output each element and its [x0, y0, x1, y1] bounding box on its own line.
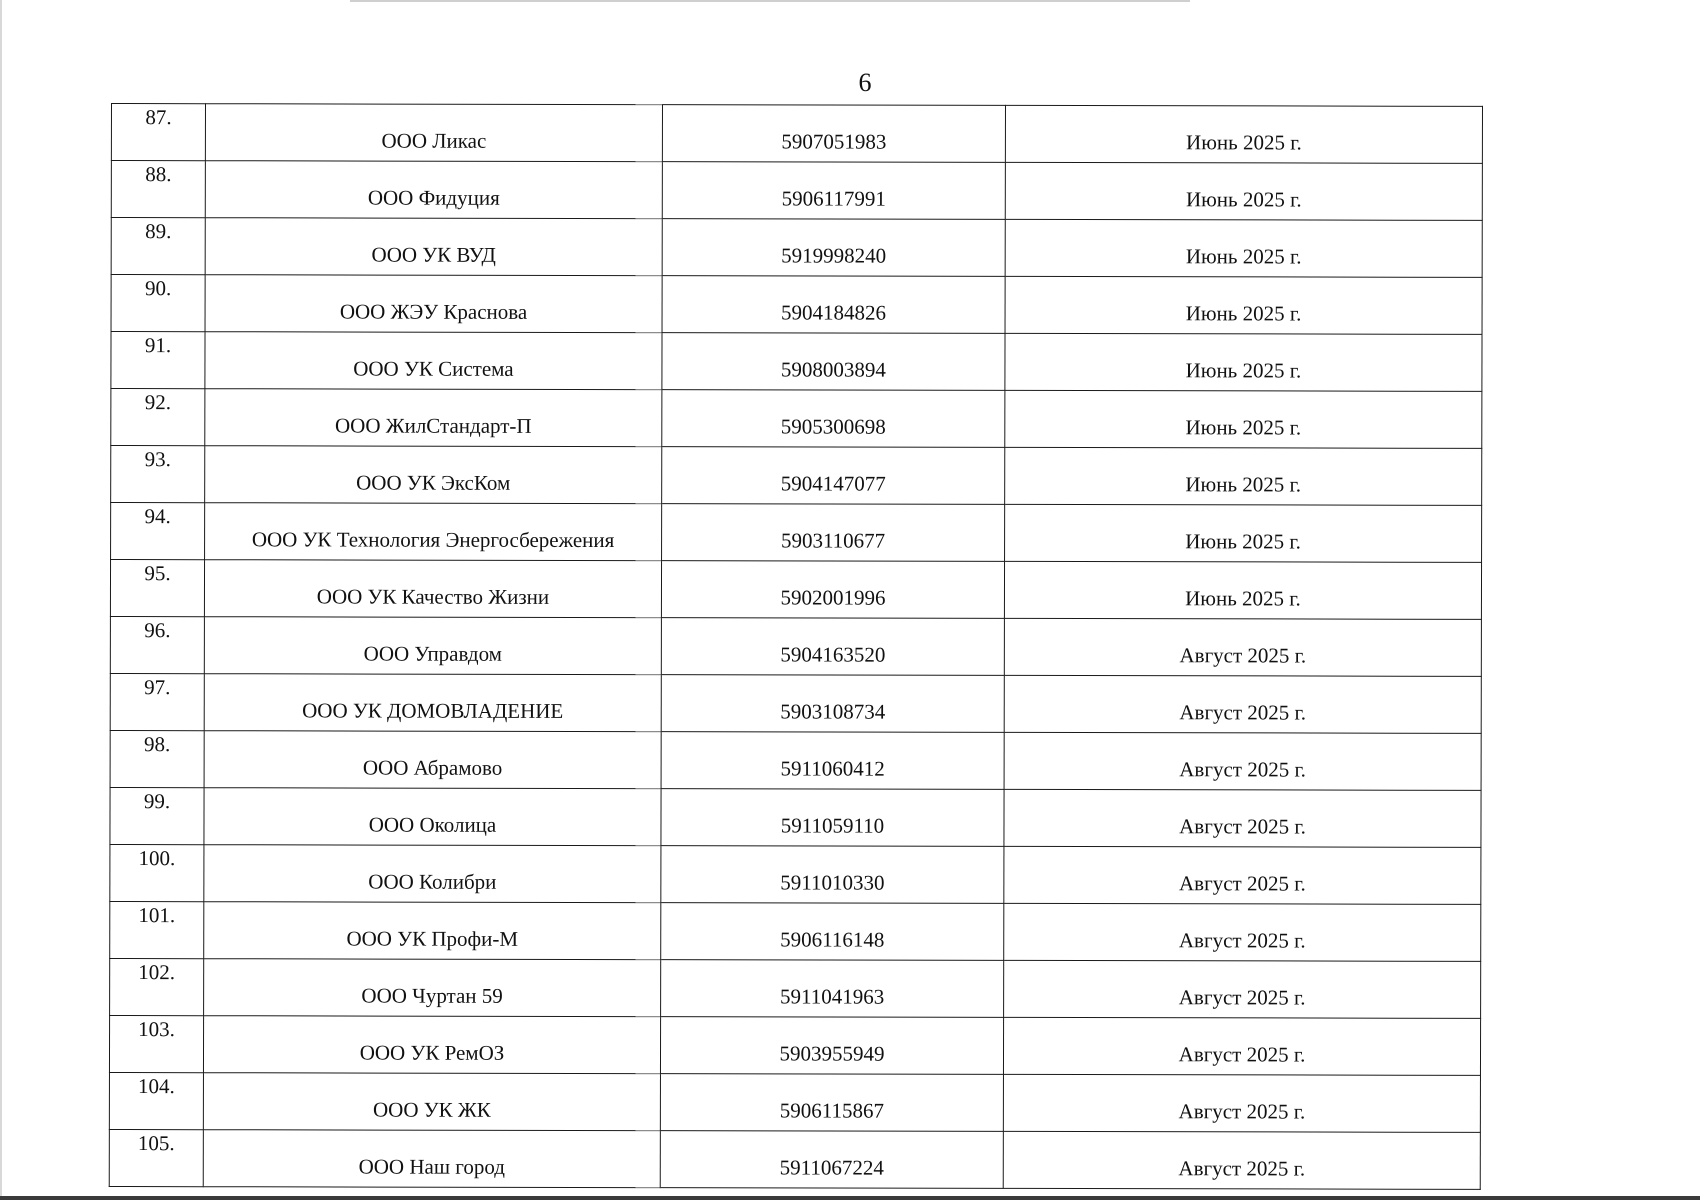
inspection-date-text: Июнь 2025 г.: [1185, 358, 1302, 383]
inn-cell: [660, 1017, 1003, 1075]
inn-text: 5911010330: [780, 870, 885, 895]
row-number-text: 87.: [145, 105, 172, 130]
inn-cell: [662, 390, 1005, 448]
row-number-cell: [109, 1015, 203, 1072]
table-row: [111, 161, 1482, 221]
organization-name-text: ООО Ликас: [381, 128, 487, 153]
table-row: [111, 389, 1482, 449]
organization-name-text: ООО Управдом: [363, 641, 503, 666]
table-row: [111, 446, 1482, 506]
inn-text: 5904184826: [781, 300, 887, 325]
inspection-date-text: Август 2025 г.: [1178, 1156, 1306, 1181]
row-number-cell: [110, 616, 204, 673]
inspection-date-cell: [1005, 276, 1482, 334]
table-row: [111, 104, 1482, 164]
organization-name-text: ООО УК Качество Жизни: [316, 584, 550, 609]
inn-text: 5906116148: [780, 927, 885, 952]
table-row: [110, 560, 1481, 620]
inspection-date-cell: [1005, 105, 1482, 163]
inn-text: 5911059110: [780, 813, 885, 838]
inspection-date-text: Июнь 2025 г.: [1185, 244, 1302, 269]
organization-name-text: ООО Фидуция: [367, 185, 500, 210]
inspection-date-text: Август 2025 г.: [1179, 757, 1306, 782]
inn-text: 5904147077: [780, 471, 886, 496]
organization-name-text: ООО УК РемОЗ: [359, 1040, 505, 1065]
inn-cell: [662, 105, 1005, 163]
row-number-cell: [111, 104, 205, 161]
organization-name-cell: [205, 446, 662, 504]
organization-name-text: ООО УК Технология Энергосбережения: [251, 527, 615, 553]
scan-edge-bottom: [0, 1196, 1700, 1200]
row-number-cell: [111, 275, 205, 332]
row-number-text: 97.: [144, 675, 171, 700]
row-number-cell: [110, 901, 204, 958]
row-number-text: 99.: [143, 789, 171, 814]
inn-cell: [661, 903, 1004, 961]
inn-cell: [661, 675, 1004, 733]
table-body: [109, 104, 1482, 1190]
organization-name-cell: [204, 902, 661, 960]
row-number-cell: [111, 161, 205, 218]
inn-text: 5906117991: [781, 186, 886, 211]
row-number-text: 100.: [138, 846, 176, 871]
organization-name-cell: [205, 275, 662, 333]
inn-text: 5905300698: [780, 414, 886, 439]
row-number-cell: [110, 730, 204, 787]
inn-cell: [661, 618, 1004, 676]
table-row: [111, 218, 1482, 278]
inspection-date-text: Август 2025 г.: [1178, 871, 1306, 896]
row-number-text: 95.: [144, 561, 171, 586]
inn-cell: [662, 504, 1005, 562]
organization-name-text: ООО УК ЖК: [373, 1097, 491, 1122]
inspection-date-cell: [1005, 162, 1482, 220]
row-number-cell: [111, 218, 205, 275]
table-row: [111, 275, 1482, 335]
table-row: [109, 1072, 1480, 1132]
organization-name-cell: [204, 617, 661, 675]
table-row: [111, 503, 1482, 563]
row-number-text: 104.: [138, 1074, 175, 1099]
inn-cell: [661, 846, 1004, 904]
inspection-date-cell: [1005, 333, 1482, 391]
table-row: [110, 730, 1481, 790]
organization-name-cell: [205, 104, 662, 162]
inspection-date-cell: [1005, 447, 1482, 505]
row-number-text: 92.: [144, 390, 172, 415]
inspection-date-text: Август 2025 г.: [1178, 985, 1306, 1010]
page-number: 6: [858, 68, 872, 97]
row-number-text: 94.: [144, 504, 171, 529]
row-number-cell: [111, 503, 205, 560]
inn-text: 5904163520: [780, 642, 886, 667]
organization-name-cell: [203, 1130, 660, 1188]
scan-edge-left: [0, 0, 2, 1200]
inspection-date-cell: [1004, 846, 1481, 904]
inspection-date-text: Июнь 2025 г.: [1185, 301, 1302, 326]
inn-cell: [661, 561, 1004, 619]
inn-cell: [660, 1074, 1003, 1132]
inspection-date-text: Август 2025 г.: [1179, 643, 1307, 668]
row-number-cell: [110, 787, 204, 844]
table-row: [110, 844, 1481, 904]
organization-name-text: ООО УК Система: [353, 356, 514, 381]
table-row: [110, 673, 1481, 733]
organization-name-text: ООО УК Профи-М: [346, 926, 519, 951]
row-number-text: 103.: [138, 1017, 175, 1042]
inn-text: 5903955949: [779, 1041, 885, 1066]
inspection-date-text: Июнь 2025 г.: [1185, 529, 1301, 554]
inspection-date-cell: [1003, 1017, 1480, 1075]
organization-name-cell: [204, 674, 661, 732]
inspection-date-cell: [1003, 1074, 1480, 1132]
organization-name-cell: [205, 389, 662, 447]
inn-cell: [662, 162, 1005, 220]
inn-cell: [662, 219, 1005, 277]
table-row: [111, 332, 1482, 392]
row-number-cell: [111, 389, 205, 446]
inspection-date-cell: [1004, 732, 1481, 790]
inn-text: 5919998240: [781, 243, 887, 268]
inspection-date-text: Июнь 2025 г.: [1185, 586, 1301, 611]
inspection-date-text: Август 2025 г.: [1179, 814, 1306, 839]
organization-name-cell: [204, 731, 661, 789]
inspection-date-text: Август 2025 г.: [1178, 928, 1306, 953]
table-row: [110, 958, 1481, 1018]
inspection-date-text: Июнь 2025 г.: [1185, 187, 1302, 212]
inspection-date-text: Август 2025 г.: [1179, 700, 1307, 725]
inspection-date-cell: [1005, 219, 1482, 277]
organization-name-cell: [203, 1016, 660, 1074]
organization-name-text: ООО Колибри: [368, 869, 497, 894]
organization-name-text: ООО Чуртан 59: [361, 983, 503, 1008]
inspection-date-cell: [1003, 1131, 1480, 1189]
inn-cell: [662, 333, 1005, 391]
inspection-date-text: Август 2025 г.: [1178, 1099, 1306, 1124]
inn-cell: [661, 732, 1004, 790]
inn-text: 5911067224: [779, 1155, 884, 1180]
inn-text: 5911041963: [779, 984, 885, 1009]
organizations-table: [109, 103, 1483, 1190]
row-number-cell: [109, 1072, 203, 1129]
table-row: [110, 616, 1481, 676]
inn-text: 5906115867: [779, 1098, 885, 1123]
scan-edge-top: [350, 0, 1190, 2]
inspection-date-cell: [1005, 504, 1482, 562]
row-number-text: 88.: [145, 162, 172, 187]
inn-text: 5911060412: [780, 756, 885, 781]
inn-cell: [662, 276, 1005, 334]
row-number-text: 90.: [144, 276, 172, 301]
table-row: [109, 1015, 1480, 1075]
row-number-text: 102.: [138, 960, 176, 985]
inspection-date-text: Август 2025 г.: [1178, 1042, 1306, 1067]
organization-name-cell: [204, 560, 661, 618]
row-number-text: 105.: [137, 1131, 175, 1156]
row-number-cell: [111, 332, 205, 389]
inn-cell: [661, 960, 1004, 1018]
inspection-date-text: Июнь 2025 г.: [1185, 472, 1302, 497]
inspection-date-cell: [1004, 903, 1481, 961]
inn-cell: [661, 789, 1004, 847]
inspection-date-cell: [1004, 561, 1481, 619]
inn-text: 5908003894: [780, 357, 886, 382]
organization-name-cell: [204, 788, 661, 846]
organization-name-text: ООО Наш город: [358, 1154, 505, 1179]
organization-name-cell: [205, 332, 662, 390]
organization-name-text: ООО УК ДОМОВЛАДЕНИЕ: [302, 698, 564, 723]
organization-name-cell: [205, 218, 662, 276]
inspection-date-cell: [1004, 675, 1481, 733]
row-number-text: 96.: [144, 618, 171, 643]
inn-cell: [662, 447, 1005, 505]
inn-text: 5903108734: [780, 699, 886, 724]
organization-name-cell: [205, 503, 662, 561]
inn-cell: [660, 1131, 1003, 1189]
inspection-date-cell: [1005, 390, 1482, 448]
organization-name-text: ООО УК ЭксКом: [356, 470, 511, 495]
organization-name-cell: [205, 161, 662, 219]
organization-name-cell: [204, 845, 661, 903]
organization-name-text: ООО ЖилСтандарт-П: [335, 413, 532, 438]
inspection-date-text: Июнь 2025 г.: [1185, 415, 1302, 440]
row-number-text: 101.: [138, 903, 176, 928]
inn-text: 5903110677: [780, 528, 886, 553]
table-row: [110, 787, 1481, 847]
inn-text: 5907051983: [781, 129, 887, 154]
row-number-cell: [109, 1129, 203, 1186]
inspection-date-text: Июнь 2025 г.: [1186, 130, 1302, 155]
row-number-cell: [110, 958, 204, 1015]
inspection-date-cell: [1004, 618, 1481, 676]
inspection-date-cell: [1004, 960, 1481, 1018]
organization-name-text: ООО Абрамово: [362, 755, 503, 780]
organization-name-cell: [204, 959, 661, 1017]
organization-name-cell: [203, 1073, 660, 1131]
table-row: [109, 1129, 1480, 1189]
row-number-cell: [110, 560, 204, 617]
table-row: [110, 901, 1481, 961]
organization-name-text: ООО ЖЭУ Краснова: [339, 299, 528, 324]
row-number-text: 91.: [144, 333, 172, 358]
inn-text: 5902001996: [780, 585, 886, 610]
row-number-cell: [110, 844, 204, 901]
inspection-date-cell: [1004, 789, 1481, 847]
row-number-text: 89.: [145, 219, 172, 244]
organization-name-text: ООО УК ВУД: [371, 242, 496, 267]
row-number-cell: [111, 446, 205, 503]
row-number-text: 93.: [144, 447, 171, 472]
organization-name-text: ООО Околица: [368, 812, 497, 837]
row-number-cell: [110, 673, 204, 730]
row-number-text: 98.: [144, 732, 171, 757]
